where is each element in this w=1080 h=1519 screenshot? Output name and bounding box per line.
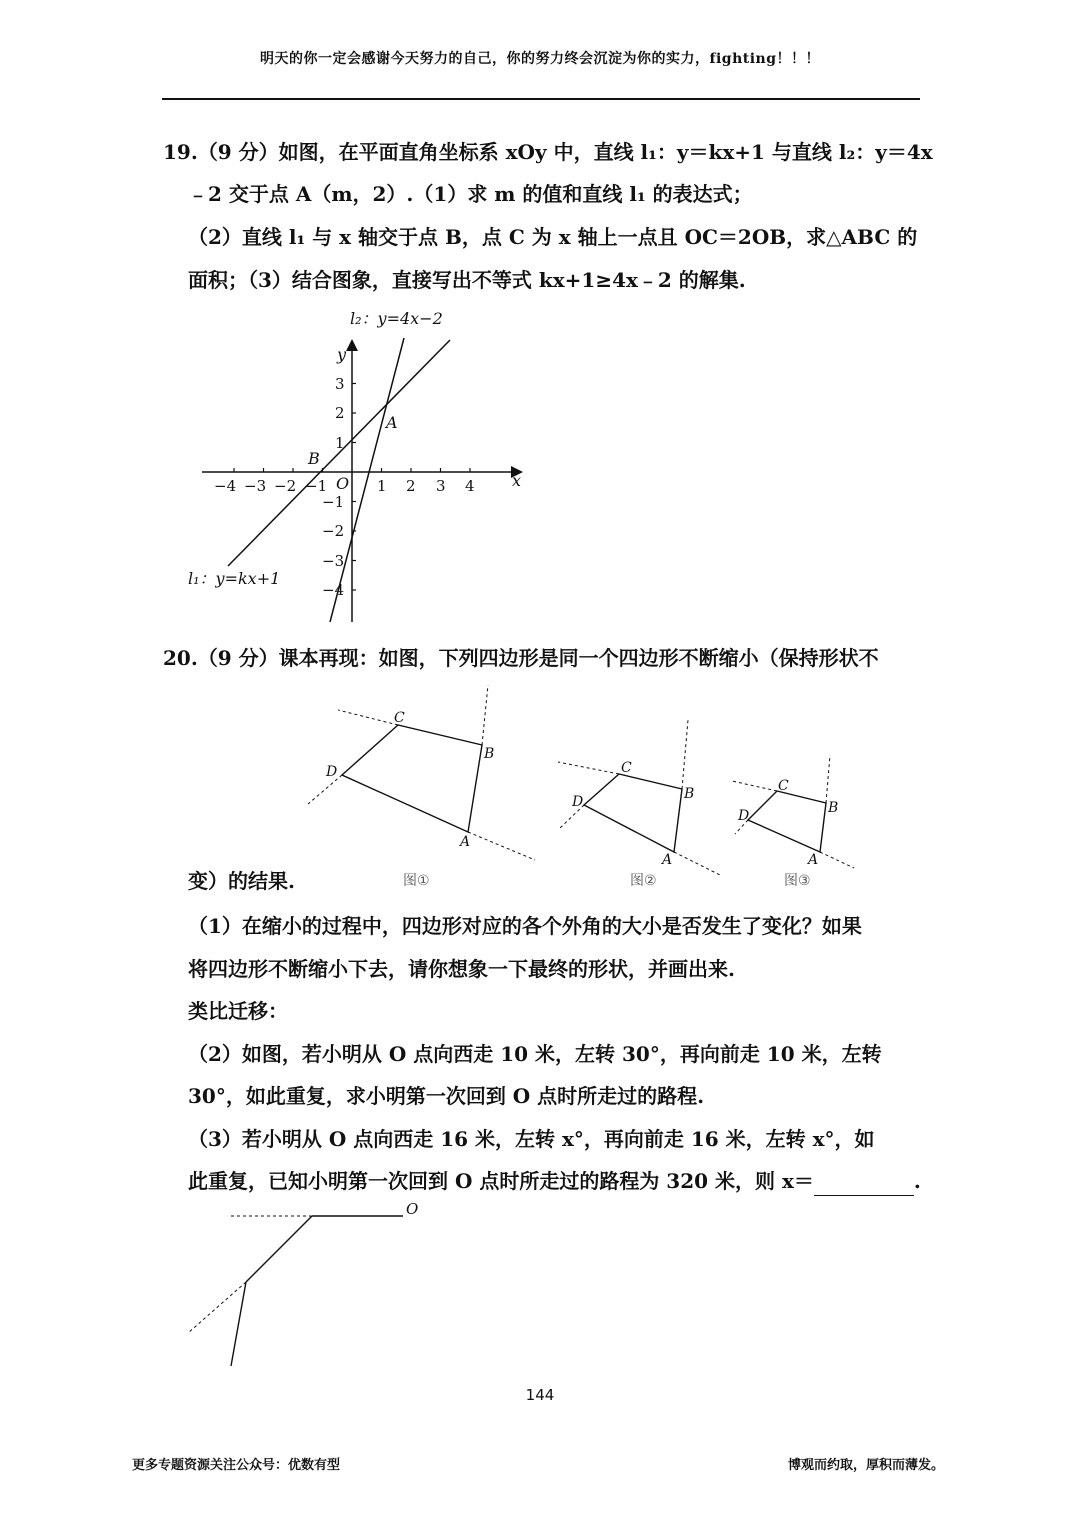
page-number: 144 <box>525 1386 555 1404</box>
q20-part3-end: . <box>913 1169 921 1193</box>
figure-caption-3: 图③ <box>784 873 811 889</box>
footer-left-text: 更多专题资源关注公众号：优数有型 <box>132 1458 341 1473</box>
q19-coordinate-graph <box>180 300 540 630</box>
figure-caption-1: 图① <box>403 873 430 889</box>
x-tick-label: 2 <box>406 477 416 495</box>
y-tick-label: −1 <box>322 493 345 511</box>
vertex-label: A <box>808 852 819 868</box>
x-tick-label: −1 <box>305 477 328 495</box>
y-tick-label: 3 <box>335 375 345 393</box>
vertex-label: C <box>394 710 405 726</box>
q20-part3-text: 此重复，已知小明第一次回到 O 点时所走过的路程为 320 米，则 x＝ <box>188 1169 814 1193</box>
vertex-label: A <box>662 852 673 868</box>
quadrilateral-fig-3 <box>748 791 826 852</box>
l2-label: l₂：y=4x−2 <box>350 309 443 328</box>
x-tick-label: −4 <box>214 477 237 495</box>
header-divider <box>162 98 920 100</box>
x-tick-label: −3 <box>244 477 267 495</box>
vertex-label: B <box>684 786 695 802</box>
q20-part1-line-1: （1）在缩小的过程中，四边形对应的各个外角的大小是否发生了变化？如果 <box>188 914 862 938</box>
point-o-label: O <box>406 1200 419 1218</box>
l1-label: l₁：y=kx+1 <box>188 569 281 588</box>
vertex-label: D <box>738 808 750 824</box>
q20-part1-line-2: 将四边形不断缩小下去，请你想象一下最终的形状，并画出来. <box>188 957 735 981</box>
q20-walking-path-figure <box>180 1198 440 1373</box>
x-tick-label: −2 <box>274 477 297 495</box>
q19-line-1: 19.（9 分）如图，在平面直角坐标系 xOy 中，直线 l₁：y＝kx+1 与直线 l₂：y＝4x <box>163 140 933 164</box>
q20-part2-line-2: 30°，如此重复，求小明第一次回到 O 点时所走过的路程. <box>188 1084 705 1108</box>
y-tick-label: 1 <box>335 434 345 452</box>
q20-line-1: 20.（9 分）课本再现：如图，下列四边形是同一个四边形不断缩小（保持形状不 <box>163 646 879 670</box>
path-segment-2 <box>246 1216 312 1282</box>
vertex-label: A <box>460 834 471 850</box>
q19-line-4: 面积；（3）结合图象，直接写出不等式 kx+1≥4x﹣2 的解集. <box>188 268 746 292</box>
y-tick-label: 2 <box>335 404 345 422</box>
y-tick-label: −2 <box>322 522 345 540</box>
vertex-label: B <box>484 746 495 762</box>
x-axis-label: x <box>512 471 522 490</box>
answer-blank[interactable] <box>814 1173 914 1196</box>
q20-part3-line-2 <box>188 1166 921 1196</box>
x-tick-label: 4 <box>465 477 475 495</box>
y-tick-label: −3 <box>322 552 345 570</box>
figure-caption-2: 图② <box>630 873 657 889</box>
vertex-label: B <box>828 800 839 816</box>
quadrilateral-fig-2 <box>584 774 682 852</box>
y-tick-label: −4 <box>322 581 345 599</box>
origin-label: O <box>336 474 350 493</box>
page-header-motto: 明天的你一定会感谢今天努力的自己，你的努力终会沉淀为你的实力，fighting！！！ <box>259 51 821 67</box>
footer-right-text: 博观而约取，厚积而薄发。 <box>787 1458 944 1473</box>
q20-line-2: 变）的结果. <box>188 869 295 893</box>
vertex-label: D <box>572 794 584 810</box>
q20-analogy-heading: 类比迁移： <box>188 999 288 1023</box>
x-tick-label: 3 <box>436 477 446 495</box>
q20-part2-line-1: （2）如图，若小明从 O 点向西走 10 米，左转 30°，再向前走 10 米，左转 <box>188 1042 882 1066</box>
quadrilateral-fig-1 <box>342 725 482 832</box>
q20-part3-line-1: （3）若小明从 O 点向西走 16 米，左转 x°，再向前走 16 米，左转 x°，如 <box>188 1127 875 1151</box>
vertex-label: C <box>621 760 632 776</box>
path-segment-3 <box>231 1282 246 1366</box>
y-axis-label: y <box>337 345 347 364</box>
q19-line-2: ﹣2 交于点 A（m，2）.（1）求 m 的值和直线 l₁ 的表达式； <box>188 182 753 206</box>
vertex-label: D <box>326 764 338 780</box>
x-tick-label: 1 <box>377 477 387 495</box>
point-b-label: B <box>308 449 320 468</box>
vertex-label: C <box>778 778 789 794</box>
point-a-label: A <box>386 413 398 432</box>
q20-quadrilateral-figures <box>290 680 890 890</box>
q19-line-3: （2）直线 l₁ 与 x 轴交于点 B，点 C 为 x 轴上一点且 OC＝2OB，求△ABC 的 <box>188 225 918 249</box>
